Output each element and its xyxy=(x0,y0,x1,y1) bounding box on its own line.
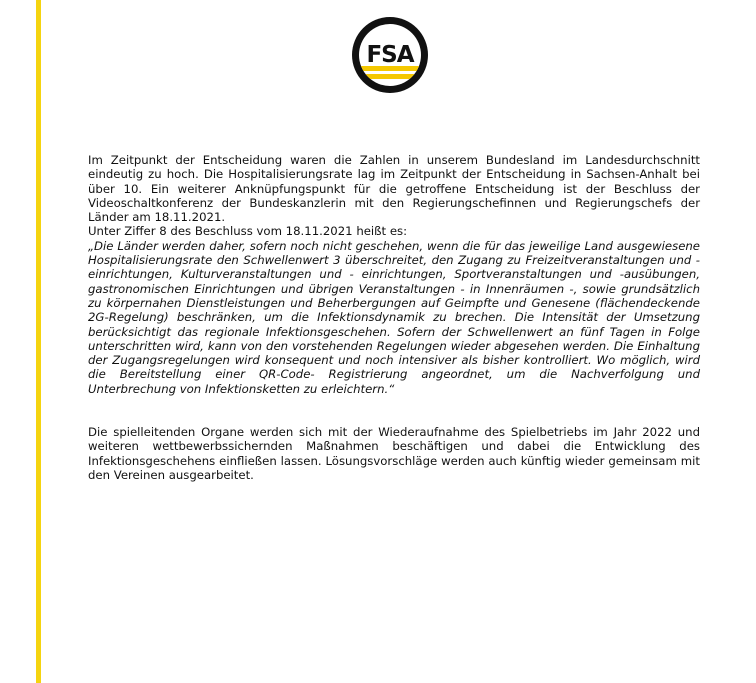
paragraph-text: Im Zeitpunkt der Entscheidung waren die Zahlen in unserem Bundesland im Landesdurchschnitt eindeutig zu hoch. Die Hospitalisierungsrate lag im Zeitpunkt der Entscheidung in Sachsen-Anhalt bei über 10. Ein weiterer Anknüpfungspunkt für die getroffene Entscheidung ist der Beschluss der Videoschaltkonferenz der Bundeskanzlerin mit den Regierungschefinnen und Regierungschefs der Länder am 18.11.2021. xyxy=(88,153,700,225)
logo-letters: FSA xyxy=(366,42,414,68)
resolution-quote: „Die Länder werden daher, sofern noch nicht geschehen, wenn die für das jeweilige Land ausgewiesene Hospitalisierungsrate den Schwellenwert 3 überschreitet, den Zugang zu Freizeitveranstaltungen und -einrichtungen, Kulturveranstaltungen und - einrichtungen, Sportveranstaltungen und -ausübungen, gastronomischen Einrichtungen und übrigen Veranstaltungen - in Innenräumen -, sowie grundsätzlich zu körpernahen Dienstleistungen und Beherbergungen auf Geimpfte und Genesene (flächendeckende 2G-Regelung) beschränken, um die Infektionsdynamik zu brechen. Die Intensität der Umsetzung berücksichtigt das regionale Infektionsgeschehen. Sofern der Schwellenwert an fünf Tagen in Folge unterschritten wird, kann von den vorstehenden Regelungen wieder abgesehen werden. Die Einhaltung der Zugangsregelungen wird konsequent und noch intensiver als bisher kontrolliert. Wo möglich, wird die Bereitstellung einer QR-Code- Registrierung angeordnet, um die Nachverfolgung und Unterbrechung von Infektionsketten zu erleichtern.“ xyxy=(88,238,700,396)
document-body xyxy=(88,153,700,482)
accent-side-bar xyxy=(36,0,41,683)
paragraph-decision xyxy=(88,153,700,396)
fsa-logo xyxy=(350,15,430,95)
paragraph-outlook: Die spielleitenden Organe werden sich mit der Wiederaufnahme des Spielbetriebs im Jahr 2022 und weiteren wettbewerbssichernden Maßnahmen beschäftigen und dabei die Entwicklung des Infektionsgeschehens einfließen lassen. Lösungsvorschläge werden auch künftig wieder gemeinsam mit den Vereinen ausgearbeitet. xyxy=(88,425,700,482)
citation-intro: Unter Ziffer 8 des Beschluss vom 18.11.2021 heißt es: xyxy=(88,224,408,239)
